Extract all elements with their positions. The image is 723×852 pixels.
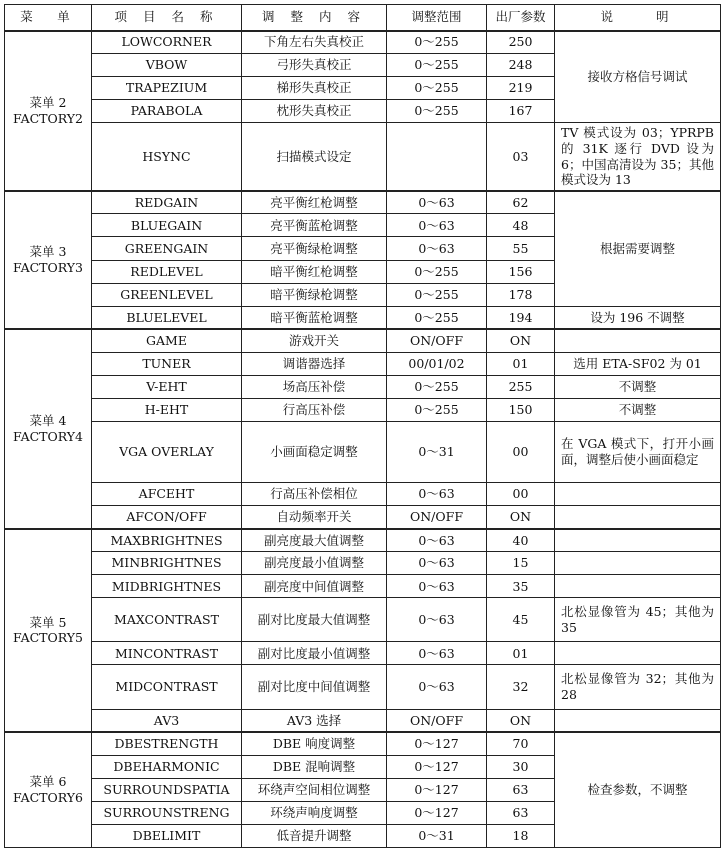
item-note: 检查参数，不调整 — [555, 732, 721, 847]
item-name: MIDCONTRAST — [92, 665, 242, 709]
item-range: 0～255 — [387, 306, 487, 329]
item-name: AFCON/OFF — [92, 506, 242, 529]
menu-cell — [5, 31, 92, 191]
item-content: 暗平衡绿枪调整 — [242, 283, 387, 306]
item-range: 0～127 — [387, 732, 487, 755]
menu-cn: 菜单 3 — [29, 244, 67, 260]
item-default: 219 — [487, 77, 555, 100]
item-range: 0～255 — [387, 398, 487, 421]
item-note — [555, 329, 721, 352]
item-content: 行高压补偿 — [242, 398, 387, 421]
item-note: 选用 ETA-SF02 为 01 — [555, 352, 721, 375]
item-name: DBESTRENGTH — [92, 732, 242, 755]
item-note — [555, 483, 721, 506]
table-row — [5, 329, 721, 352]
item-default: ON — [487, 329, 555, 352]
item-default: 00 — [487, 483, 555, 506]
item-note: 设为 196 不调整 — [555, 306, 721, 329]
item-range: 0～63 — [387, 598, 487, 642]
item-range: 0～63 — [387, 529, 487, 552]
menu-cn: 菜单 2 — [29, 95, 67, 111]
menu-en: FACTORY5 — [13, 630, 83, 646]
item-range: 0～63 — [387, 575, 487, 598]
menu-cn: 菜单 5 — [29, 614, 67, 630]
item-range: ON/OFF — [387, 506, 487, 529]
item-default: 178 — [487, 283, 555, 306]
item-content: DBE 混响调整 — [242, 755, 387, 778]
header-row — [5, 5, 721, 31]
item-content: 亮平衡蓝枪调整 — [242, 214, 387, 237]
table-row — [5, 375, 721, 398]
item-range: 0～63 — [387, 552, 487, 575]
menu-cn: 菜单 6 — [29, 774, 67, 790]
item-default: ON — [487, 709, 555, 732]
item-range: 0～255 — [387, 54, 487, 77]
item-note: 北松显像管为 45；其他为 35 — [555, 598, 721, 642]
item-name: DBEHARMONIC — [92, 755, 242, 778]
header-item-name: 项 目 名 称 — [92, 5, 242, 31]
header-range: 调整范围 — [387, 5, 487, 31]
item-default: 45 — [487, 598, 555, 642]
item-default: 150 — [487, 398, 555, 421]
item-content: 亮平衡绿枪调整 — [242, 237, 387, 260]
item-note — [555, 552, 721, 575]
item-note — [555, 529, 721, 552]
header-default: 出厂参数 — [487, 5, 555, 31]
item-note — [555, 709, 721, 732]
item-default: 55 — [487, 237, 555, 260]
item-content: 调谐器选择 — [242, 352, 387, 375]
item-content: DBE 响度调整 — [242, 732, 387, 755]
item-content: 行高压补偿相位 — [242, 483, 387, 506]
table-row — [5, 709, 721, 732]
item-range: ON/OFF — [387, 329, 487, 352]
item-range: 0～31 — [387, 824, 487, 847]
item-content: 副对比度中间值调整 — [242, 665, 387, 709]
item-default: ON — [487, 506, 555, 529]
item-range — [387, 123, 487, 191]
menu-en: FACTORY6 — [13, 790, 83, 806]
menu-cn: 菜单 4 — [29, 413, 67, 429]
item-content: 枕形失真校正 — [242, 100, 387, 123]
item-name: V-EHT — [92, 375, 242, 398]
item-content: 下角左右失真校正 — [242, 31, 387, 54]
group-factory3 — [5, 191, 721, 329]
item-default: 03 — [487, 123, 555, 191]
item-note: 北松显像管为 32；其他为 28 — [555, 665, 721, 709]
header-menu: 菜 单 — [5, 5, 92, 31]
table-row — [5, 483, 721, 506]
item-range: 0～127 — [387, 801, 487, 824]
item-range: 0～63 — [387, 214, 487, 237]
item-content: 暗平衡蓝枪调整 — [242, 306, 387, 329]
item-default: 63 — [487, 778, 555, 801]
menu-cell — [5, 191, 92, 329]
item-name: LOWCORNER — [92, 31, 242, 54]
item-default: 15 — [487, 552, 555, 575]
item-name: MAXCONTRAST — [92, 598, 242, 642]
item-note — [555, 575, 721, 598]
item-range: 00/01/02 — [387, 352, 487, 375]
item-range: 0～255 — [387, 375, 487, 398]
item-range: 0～255 — [387, 260, 487, 283]
item-range: 0～63 — [387, 665, 487, 709]
item-range: 0～63 — [387, 483, 487, 506]
menu-cell — [5, 329, 92, 528]
item-range: 0～255 — [387, 31, 487, 54]
item-default: 30 — [487, 755, 555, 778]
item-default: 01 — [487, 352, 555, 375]
item-name: VBOW — [92, 54, 242, 77]
item-note — [555, 506, 721, 529]
item-content: 小画面稳定调整 — [242, 421, 387, 482]
table-row — [5, 575, 721, 598]
item-content: 暗平衡红枪调整 — [242, 260, 387, 283]
item-name: DBELIMIT — [92, 824, 242, 847]
table-row — [5, 529, 721, 552]
item-content: AV3 选择 — [242, 709, 387, 732]
item-name: MAXBRIGHTNES — [92, 529, 242, 552]
item-name: PARABOLA — [92, 100, 242, 123]
item-default: 35 — [487, 575, 555, 598]
item-content: 场高压补偿 — [242, 375, 387, 398]
header-note: 说 明 — [555, 5, 721, 31]
item-content: 游戏开关 — [242, 329, 387, 352]
item-note — [555, 642, 721, 665]
item-name: BLUEGAIN — [92, 214, 242, 237]
table-row — [5, 123, 721, 191]
item-name: SURROUNSTRENG — [92, 801, 242, 824]
table-row — [5, 642, 721, 665]
table-row — [5, 31, 721, 54]
item-range: 0～31 — [387, 421, 487, 482]
item-default: 01 — [487, 642, 555, 665]
item-name: REDLEVEL — [92, 260, 242, 283]
item-name: BLUELEVEL — [92, 306, 242, 329]
item-default: 194 — [487, 306, 555, 329]
item-name: MIDBRIGHTNES — [92, 575, 242, 598]
item-content: 副亮度最小值调整 — [242, 552, 387, 575]
item-range: 0～255 — [387, 100, 487, 123]
item-default: 167 — [487, 100, 555, 123]
item-note: 不调整 — [555, 398, 721, 421]
item-default: 18 — [487, 824, 555, 847]
item-note: TV 模式设为 03；YPRPB 的 31K 逐行 DVD 设为 6；中国高清设为 35；其他模式设为 13 — [555, 123, 721, 191]
item-range: 0～63 — [387, 237, 487, 260]
item-range: 0～127 — [387, 778, 487, 801]
table-row — [5, 506, 721, 529]
factory-menu-table — [4, 4, 721, 848]
item-range: ON/OFF — [387, 709, 487, 732]
item-content: 亮平衡红枪调整 — [242, 191, 387, 214]
group-factory2 — [5, 31, 721, 191]
item-content: 副对比度最大值调整 — [242, 598, 387, 642]
table-row — [5, 398, 721, 421]
item-name: AV3 — [92, 709, 242, 732]
item-content: 自动频率开关 — [242, 506, 387, 529]
item-name: TUNER — [92, 352, 242, 375]
table-row — [5, 665, 721, 709]
item-note: 根据需要调整 — [555, 191, 721, 306]
item-content: 副亮度中间值调整 — [242, 575, 387, 598]
table-row — [5, 598, 721, 642]
item-range: 0～63 — [387, 191, 487, 214]
item-default: 248 — [487, 54, 555, 77]
item-content: 梯形失真校正 — [242, 77, 387, 100]
item-content: 环绕声空间相位调整 — [242, 778, 387, 801]
item-name: VGA OVERLAY — [92, 421, 242, 482]
item-name: AFCEHT — [92, 483, 242, 506]
item-default: 62 — [487, 191, 555, 214]
header-content: 调 整 内 容 — [242, 5, 387, 31]
table-row — [5, 191, 721, 214]
item-default: 250 — [487, 31, 555, 54]
table-row — [5, 732, 721, 755]
item-range: 0～255 — [387, 283, 487, 306]
item-default: 63 — [487, 801, 555, 824]
item-range: 0～63 — [387, 642, 487, 665]
item-default: 255 — [487, 375, 555, 398]
menu-en: FACTORY3 — [13, 260, 83, 276]
menu-cell — [5, 732, 92, 847]
item-note: 不调整 — [555, 375, 721, 398]
item-default: 00 — [487, 421, 555, 482]
menu-cell — [5, 529, 92, 732]
item-range: 0～127 — [387, 755, 487, 778]
table-row — [5, 421, 721, 482]
item-name: MINCONTRAST — [92, 642, 242, 665]
item-note: 在 VGA 模式下，打开小画面，调整后使小画面稳定 — [555, 421, 721, 482]
table-row — [5, 352, 721, 375]
item-content: 弓形失真校正 — [242, 54, 387, 77]
table-row — [5, 306, 721, 329]
item-name: H-EHT — [92, 398, 242, 421]
item-name: MINBRIGHTNES — [92, 552, 242, 575]
item-name: SURROUNDSPATIA — [92, 778, 242, 801]
item-name: GREENGAIN — [92, 237, 242, 260]
item-default: 70 — [487, 732, 555, 755]
item-name: HSYNC — [92, 123, 242, 191]
item-content: 环绕声响度调整 — [242, 801, 387, 824]
item-note: 接收方格信号调试 — [555, 31, 721, 123]
item-default: 40 — [487, 529, 555, 552]
item-default: 156 — [487, 260, 555, 283]
item-range: 0～255 — [387, 77, 487, 100]
item-content: 低音提升调整 — [242, 824, 387, 847]
group-factory4 — [5, 329, 721, 528]
item-default: 32 — [487, 665, 555, 709]
item-default: 48 — [487, 214, 555, 237]
menu-en: FACTORY2 — [13, 110, 83, 126]
group-factory5 — [5, 529, 721, 732]
item-content: 副亮度最大值调整 — [242, 529, 387, 552]
item-name: GREENLEVEL — [92, 283, 242, 306]
item-name: REDGAIN — [92, 191, 242, 214]
menu-en: FACTORY4 — [13, 428, 83, 444]
group-factory6 — [5, 732, 721, 847]
item-name: TRAPEZIUM — [92, 77, 242, 100]
item-name: GAME — [92, 329, 242, 352]
item-content: 副对比度最小值调整 — [242, 642, 387, 665]
table-row — [5, 552, 721, 575]
item-content: 扫描模式设定 — [242, 123, 387, 191]
